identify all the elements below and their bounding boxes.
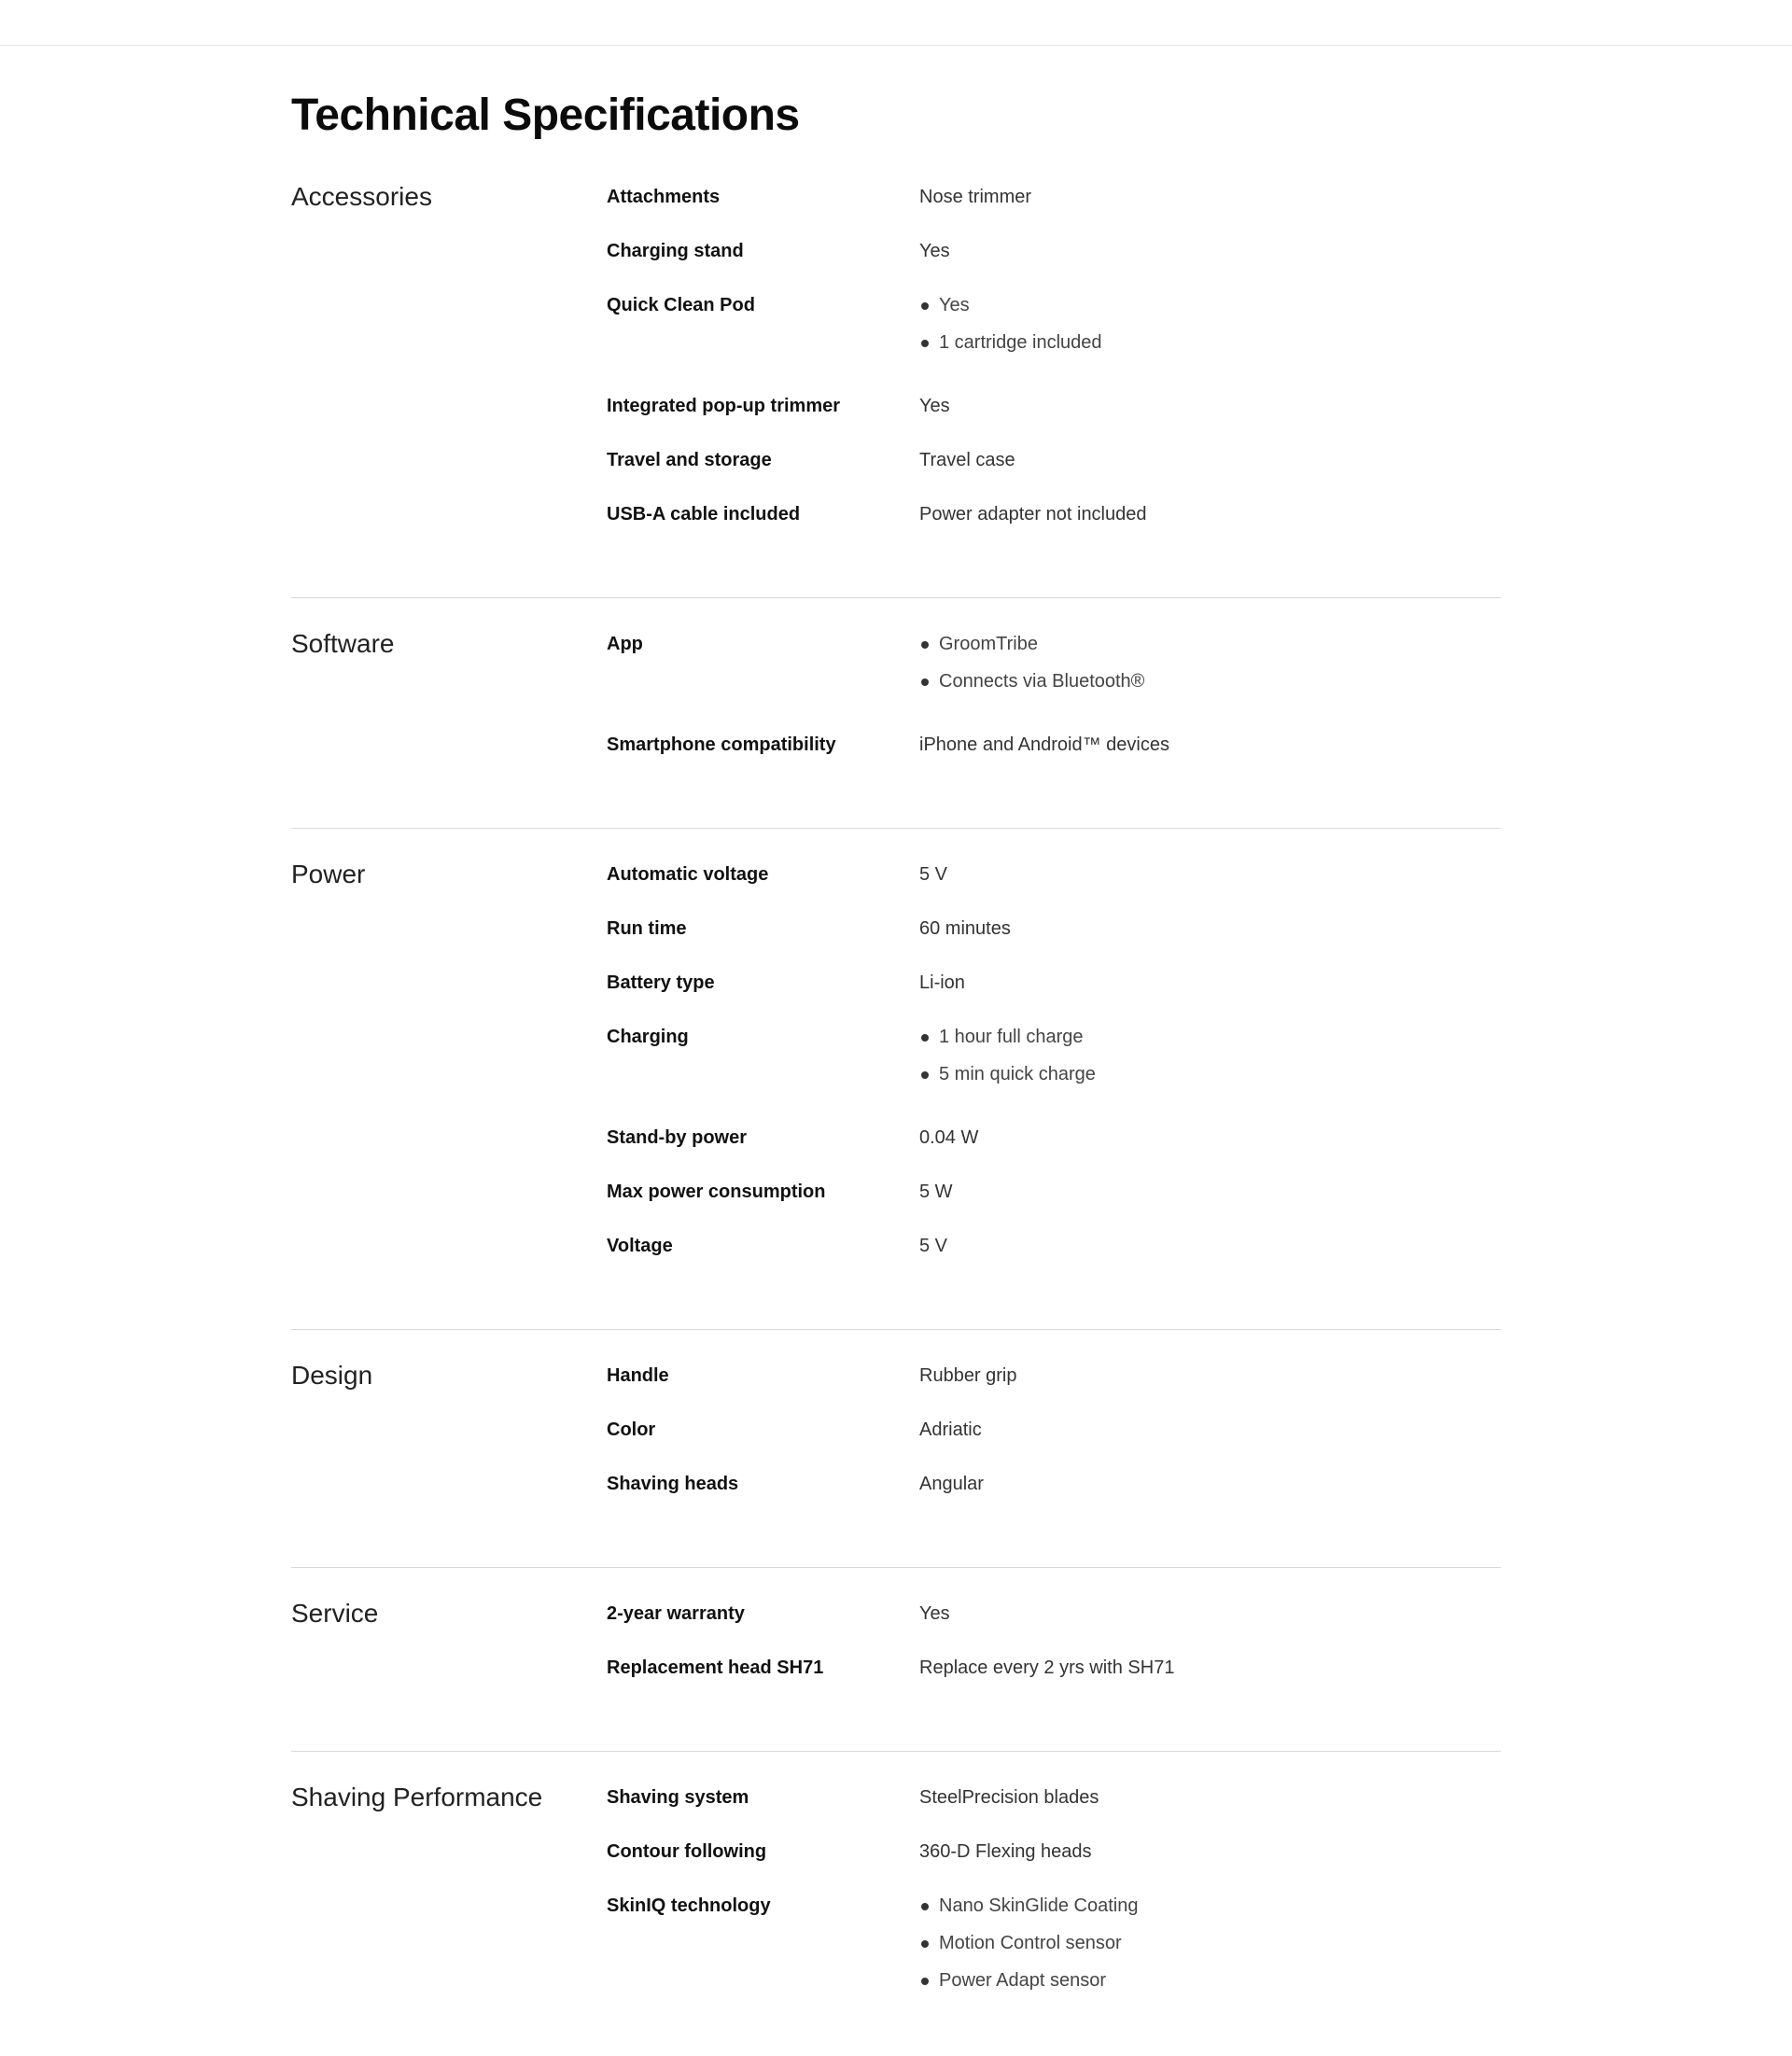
spec-label: USB-A cable included bbox=[607, 504, 801, 524]
spec-label: SkinIQ technology bbox=[607, 1895, 771, 1916]
spec-value: 0.04 W bbox=[919, 1127, 979, 1148]
spec-value-list bbox=[919, 1892, 1138, 2013]
spec-value: Replace every 2 yrs with SH71 bbox=[919, 1657, 1175, 1678]
spec-section-design bbox=[291, 1330, 1501, 1568]
spec-label: 2-year warranty bbox=[607, 1603, 745, 1624]
spec-value-list bbox=[919, 630, 1144, 731]
spec-row bbox=[607, 237, 1501, 291]
spec-rows bbox=[607, 625, 1501, 785]
spec-value-item: Connects via Bluetooth® bbox=[919, 667, 1144, 695]
spec-row bbox=[607, 1600, 1501, 1654]
spec-value: Yes bbox=[919, 241, 950, 261]
spec-row bbox=[607, 630, 1501, 731]
section-title: Accessories bbox=[291, 182, 432, 211]
spec-value: 5 V bbox=[919, 864, 948, 885]
spec-value-list bbox=[919, 291, 1102, 392]
spec-row bbox=[607, 1654, 1501, 1708]
spec-sections bbox=[291, 178, 1501, 2056]
spec-label: Handle bbox=[607, 1365, 669, 1386]
spec-row bbox=[607, 183, 1501, 237]
spec-row bbox=[607, 500, 1501, 554]
spec-label: Run time bbox=[607, 918, 687, 939]
spec-value: 5 W bbox=[919, 1182, 953, 1202]
spec-rows bbox=[607, 178, 1501, 554]
spec-row bbox=[607, 1416, 1501, 1470]
spec-value-item: Motion Control sensor bbox=[919, 1929, 1138, 1957]
spec-value: SteelPrecision blades bbox=[919, 1787, 1099, 1808]
spec-label: Replacement head SH71 bbox=[607, 1657, 824, 1678]
spec-row bbox=[607, 1178, 1501, 1232]
section-title: Shaving Performance bbox=[291, 1783, 543, 1811]
spec-label: Travel and storage bbox=[607, 450, 772, 470]
spec-section-power bbox=[291, 829, 1501, 1330]
spec-rows bbox=[607, 1595, 1501, 1708]
spec-label: Max power consumption bbox=[607, 1182, 826, 1202]
spec-value: Angular bbox=[919, 1474, 984, 1494]
spec-label: Voltage bbox=[607, 1236, 673, 1256]
spec-row bbox=[607, 1232, 1501, 1286]
spec-row bbox=[607, 1470, 1501, 1524]
spec-value: Yes bbox=[919, 396, 950, 416]
spec-row bbox=[607, 731, 1501, 785]
spec-section-shaving-performance bbox=[291, 1752, 1501, 2056]
spec-value: Li-ion bbox=[919, 972, 965, 993]
spec-rows bbox=[607, 1357, 1501, 1524]
spec-value: 360-D Flexing heads bbox=[919, 1841, 1092, 1862]
spec-row bbox=[607, 915, 1501, 969]
spec-value: Nose trimmer bbox=[919, 187, 1032, 207]
spec-label: Shaving heads bbox=[607, 1474, 739, 1494]
spec-value-item: Nano SkinGlide Coating bbox=[919, 1892, 1138, 1920]
section-title: Service bbox=[291, 1599, 379, 1628]
section-title: Power bbox=[291, 860, 366, 888]
top-bar bbox=[0, 0, 1792, 46]
spec-section-software bbox=[291, 598, 1501, 829]
spec-value: iPhone and Android™ devices bbox=[919, 734, 1169, 755]
spec-value-item: Power Adapt sensor bbox=[919, 1966, 1138, 1994]
spec-row bbox=[607, 1783, 1501, 1838]
spec-value: 5 V bbox=[919, 1236, 948, 1256]
specs-container bbox=[291, 46, 1501, 2056]
spec-label: Color bbox=[607, 1420, 656, 1440]
spec-label: Smartphone compatibility bbox=[607, 734, 836, 755]
spec-section-service bbox=[291, 1568, 1501, 1752]
spec-label: Charging stand bbox=[607, 241, 744, 261]
spec-label: Contour following bbox=[607, 1841, 767, 1862]
section-title: Design bbox=[291, 1361, 373, 1390]
spec-row bbox=[607, 1362, 1501, 1416]
spec-value-item: 5 min quick charge bbox=[919, 1060, 1096, 1088]
spec-value: Adriatic bbox=[919, 1420, 982, 1440]
spec-label: Stand-by power bbox=[607, 1127, 748, 1148]
spec-row bbox=[607, 1023, 1501, 1124]
spec-value-item: 1 hour full charge bbox=[919, 1023, 1096, 1051]
spec-value-item: GroomTribe bbox=[919, 630, 1144, 658]
spec-label: App bbox=[607, 634, 643, 654]
spec-value: Power adapter not included bbox=[919, 504, 1147, 524]
spec-rows bbox=[607, 1779, 1501, 2013]
spec-row bbox=[607, 392, 1501, 446]
spec-value: Yes bbox=[919, 1603, 950, 1624]
spec-label: Attachments bbox=[607, 187, 721, 207]
spec-value-list bbox=[919, 1023, 1096, 1124]
spec-row bbox=[607, 1124, 1501, 1178]
spec-row bbox=[607, 291, 1501, 392]
spec-row bbox=[607, 1838, 1501, 1892]
spec-label: Shaving system bbox=[607, 1787, 749, 1808]
spec-label: Charging bbox=[607, 1027, 689, 1047]
spec-value: Travel case bbox=[919, 450, 1015, 470]
spec-row bbox=[607, 969, 1501, 1023]
spec-value-item: 1 cartridge included bbox=[919, 329, 1102, 357]
page-title: Technical Specifications bbox=[291, 91, 800, 140]
section-title: Software bbox=[291, 629, 395, 658]
spec-label: Integrated pop-up trimmer bbox=[607, 396, 841, 416]
spec-row bbox=[607, 446, 1501, 500]
spec-row bbox=[607, 860, 1501, 915]
spec-row bbox=[607, 1892, 1501, 2013]
spec-label: Quick Clean Pod bbox=[607, 295, 755, 315]
spec-label: Battery type bbox=[607, 972, 715, 993]
spec-value-item: Yes bbox=[919, 291, 1102, 319]
spec-value: Rubber grip bbox=[919, 1365, 1017, 1386]
spec-section-accessories bbox=[291, 178, 1501, 598]
spec-value: 60 minutes bbox=[919, 918, 1011, 939]
spec-label: Automatic voltage bbox=[607, 864, 769, 885]
spec-rows bbox=[607, 856, 1501, 1286]
